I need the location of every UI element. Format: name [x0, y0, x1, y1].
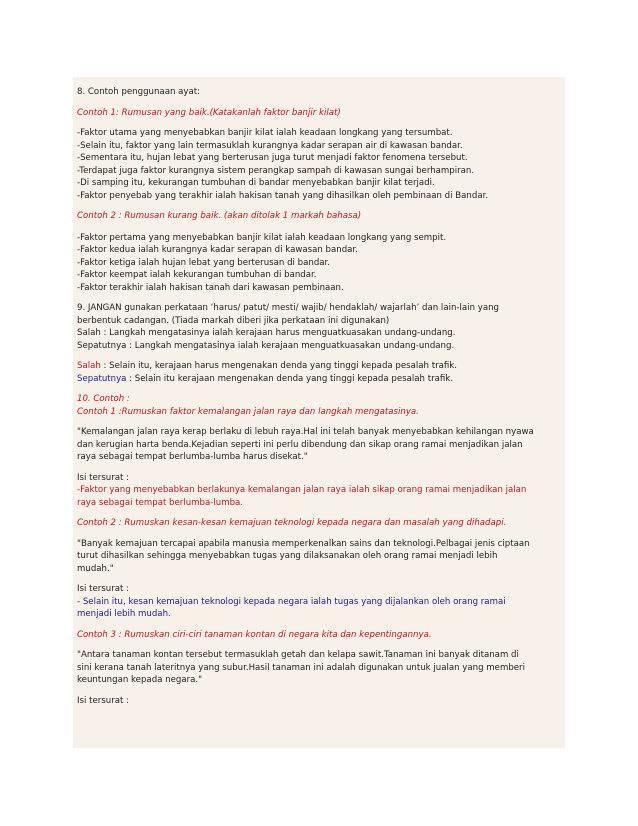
contoh-1-title: Contoh 1: Rumusan yang baik.(Katakanlah faktor banjir kilat): [77, 107, 341, 118]
isi-tersurat-label: Isi tersurat :: [77, 584, 130, 594]
contoh-1-line: -Sementara itu, hujan lebat yang berterusan juga turut menjadi faktor fenomena tersebut.: [77, 153, 468, 163]
passage-line: "Banyak kemajuan tercapai apabila manusia memperkenalkan sains dan teknologi.Pelbagai jenis ciptaan: [77, 538, 530, 549]
salah-text: : Selain itu, kerajaan harus mengenakan denda yang tinggi kepada pesalah trafik.: [100, 361, 458, 371]
contoh-10-3-title: Contoh 3 : Rumuskan ciri-ciri tanaman kontan di negara kita dan kepentingannya.: [77, 629, 432, 640]
isi-tersurat-label: Isi tersurat :: [77, 472, 130, 483]
contoh-1-line: -Faktor penyebab yang terakhir ialah hakisan tanah yang dihasilkan oleh pembinaan di Bandar.: [77, 190, 489, 201]
isi-tersurat-label: Isi tersurat :: [77, 695, 130, 706]
contoh-2-line: -Faktor pertama yang menyebabkan banjir kilat ialah keadaan longkang yang sempit.: [77, 232, 447, 243]
contoh-1-line: -Di samping itu, kekurangan tumbuhan di bandar menyebabkan banjir kilat terjadi.: [77, 178, 435, 188]
content-panel: [73, 77, 565, 748]
answer-line: menjadi lebih mudah.: [77, 609, 171, 619]
contoh-2-title: Contoh 2 : Rumusan kurang baik. (akan ditolak 1 markah bahasa): [77, 211, 362, 221]
passage-line: keuntungan kepada negara.": [77, 675, 203, 685]
passage-line: dan kerugian harta benda.Kejadian seperti ini perlu dibendung dan sikap orang ramai menjadikan jalan: [77, 439, 523, 450]
sepatutnya-example: Sepatutnya : Langkah mengatasinya ialah kerajaan menguatkuasakan undang-undang.: [77, 340, 455, 351]
salah-example-2: [77, 360, 561, 373]
section-10-heading: 10. Contoh :: [77, 394, 130, 404]
section-9-line: berbentuk cadangan. (Tiada markah diberi jika perkataan ini digunakan): [77, 315, 390, 326]
answer-line: -Faktor yang menyebabkan berlakunya kemalangan jalan raya ialah sikap orang ramai menjadikan jalan: [77, 485, 527, 495]
contoh-2-line: -Faktor ketiga ialah hujan lebat yang berterusan di bandar.: [77, 257, 331, 268]
sepatutnya-example-2: [77, 373, 561, 386]
passage-line: sini kerana tanah lateritnya yang subur.Hasil tanaman ini adalah digunakan untuk jualan yang memberi: [77, 662, 525, 673]
contoh-1-line: -Faktor utama yang menyebabkan banjir kilat ialah keadaan longkang yang tersumbat.: [77, 128, 453, 138]
passage-line: raya sebagai tempat berlumba-lumba harus disekat.": [77, 452, 308, 462]
sepatutnya-label: Sepatutnya: [77, 373, 127, 384]
passage-line: "Antara tanaman kontan tersebut termasuklah getah dan kelapa sawit.Tanaman ini banyak ditanam di: [77, 650, 519, 660]
contoh-1-line: -Terdapat juga faktor kurangnya sistem perangkap sampah di kawasan sungai berhampiran.: [77, 165, 475, 176]
contoh-2-line: -Faktor keempat ialah kekurangan tumbuhan di bandar.: [77, 270, 317, 280]
answer-line: raya sebagai tempat berlumba-lumba.: [77, 497, 244, 508]
passage-line: mudah.": [77, 563, 114, 574]
contoh-2-line: -Faktor terakhir ialah hakisan tanah dari kawasan pembinaan.: [77, 282, 344, 293]
contoh-10-1-title: Contoh 1 :Rumuskan faktor kemalangan jalan raya dan langkah mengatasinya.: [77, 406, 419, 417]
contoh-1-line: -Selain itu, faktor yang lain termasuklah kurangnya kadar serapan air di kawasan bandar.: [77, 140, 463, 151]
answer-line: - Selain itu, kesan kemajuan teknologi kepada negara ialah tugas yang dijalankan oleh orang ramai: [77, 596, 506, 607]
section-9-line: 9. JANGAN gunakan perkataan ‘harus/ patut/ mesti/ wajib/ hendaklah/ wajarlah’ dan lain-lain yang: [77, 303, 499, 313]
passage-line: "Kemalangan jalan raya kerap berlaku di lebuh raya.Hal ini telah banyak menyebabkan kehilangan nyawa: [77, 427, 534, 437]
salah-example: Salah : Langkah mengatasinya ialah kerajaan harus menguatkuasakan undang-undang.: [77, 328, 456, 338]
sepatutnya-text: : Selain itu kerajaan mengenakan denda yang tinggi kepada pesalah trafik.: [126, 373, 453, 384]
contoh-10-2-title: Contoh 2 : Rumuskan kesan-kesan kemajuan teknologi kepada negara dan masalah yang dihadapi.: [77, 518, 507, 528]
section-8-heading: 8. Contoh penggunaan ayat:: [77, 87, 201, 97]
passage-line: turut dihasilkan sehingga menyebabkan tugas yang dilaksanakan oleh orang ramai menjadi lebih: [77, 551, 498, 561]
salah-label: Salah: [77, 361, 101, 371]
contoh-2-line: -Faktor kedua ialah kurangnya kadar serapan di kawasan bandar.: [77, 245, 358, 255]
